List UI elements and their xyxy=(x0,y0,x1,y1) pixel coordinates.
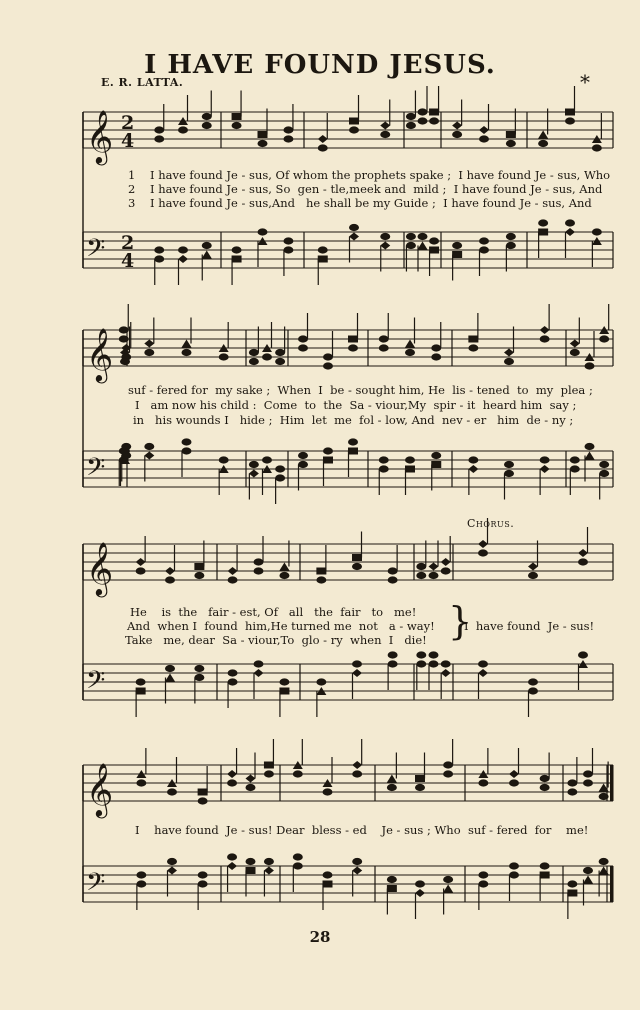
note-head xyxy=(468,336,478,343)
note-head xyxy=(202,242,212,249)
note-head xyxy=(570,456,580,463)
note-head xyxy=(246,858,256,865)
note-head xyxy=(443,770,453,777)
lyric-line: And when I found him,He turned me not a - way! xyxy=(127,619,435,633)
note-head xyxy=(298,461,308,468)
note-head xyxy=(227,779,237,786)
note-head xyxy=(406,242,416,249)
note-head xyxy=(599,461,609,468)
lyric-line: I have found Je - sus! Dear bless - ed Je - sus ; Who suf - fered for me! xyxy=(135,823,589,837)
note-head xyxy=(415,880,425,887)
note-head xyxy=(468,456,478,463)
note-head xyxy=(506,140,516,147)
note-head xyxy=(528,687,538,694)
note-head xyxy=(349,233,359,241)
note-head xyxy=(279,678,289,685)
note-head xyxy=(418,108,428,115)
note-head xyxy=(249,358,259,365)
time-signature-digit: 2 xyxy=(121,112,135,134)
note-head xyxy=(352,563,362,570)
note-head xyxy=(349,126,359,133)
note-head xyxy=(504,470,514,477)
note-head xyxy=(387,784,397,791)
note-head xyxy=(406,233,416,240)
note-head xyxy=(323,447,333,454)
final-barline xyxy=(610,765,614,801)
note-head xyxy=(416,572,426,579)
note-head xyxy=(348,448,358,455)
hymn-title: I HAVE FOUND JESUS. xyxy=(144,50,496,80)
note-head xyxy=(144,452,154,460)
note-head xyxy=(352,554,362,561)
note-head xyxy=(388,651,398,658)
note-head xyxy=(283,126,293,133)
note-head xyxy=(228,678,238,685)
page-number: 28 xyxy=(309,928,331,946)
note-head xyxy=(388,576,398,583)
note-head xyxy=(443,876,453,883)
note-head xyxy=(506,131,516,138)
note-head xyxy=(121,443,131,450)
note-head xyxy=(279,688,289,695)
note-head xyxy=(246,867,256,874)
note-head xyxy=(136,688,146,695)
note-head xyxy=(119,326,129,333)
note-head xyxy=(194,674,204,681)
note-head xyxy=(352,867,362,875)
note-head xyxy=(540,862,550,869)
note-head xyxy=(583,779,593,786)
note-head xyxy=(275,349,285,356)
bass-clef: 𝄢 xyxy=(86,234,106,269)
note-head xyxy=(144,443,154,450)
note-head xyxy=(405,456,415,463)
note-head xyxy=(136,558,146,566)
note-head xyxy=(283,237,293,244)
note-head xyxy=(479,135,489,142)
lyric-line: I have found Je - sus, Of whom the prophets spake ; I have found Je - sus, Who xyxy=(150,168,611,182)
note-head xyxy=(443,761,453,768)
note-head xyxy=(479,246,489,253)
note-head xyxy=(567,890,577,897)
note-head xyxy=(194,665,204,672)
note-head xyxy=(167,788,177,795)
note-head xyxy=(387,876,397,883)
note-head xyxy=(415,784,425,791)
note-head xyxy=(538,229,548,236)
note-head xyxy=(452,131,462,138)
note-head xyxy=(279,563,289,571)
note-head xyxy=(509,770,519,778)
note-head xyxy=(246,775,256,783)
verse-brace: } xyxy=(448,599,473,643)
note-head xyxy=(264,770,274,777)
note-head xyxy=(565,219,575,226)
note-head xyxy=(585,452,595,460)
note-head xyxy=(258,140,268,147)
note-head xyxy=(283,246,293,253)
note-head xyxy=(570,465,580,472)
note-head xyxy=(254,660,264,667)
note-head xyxy=(167,858,177,865)
note-head xyxy=(441,660,451,667)
note-head xyxy=(478,669,488,677)
lyric-line: Take me, dear Sa - viour,To glo - ry when I die! xyxy=(125,633,427,647)
note-head xyxy=(316,678,326,685)
note-head xyxy=(509,779,519,786)
note-head xyxy=(416,660,426,667)
note-head xyxy=(415,775,425,782)
note-head xyxy=(418,117,428,124)
note-head xyxy=(429,117,439,124)
bass-clef: 𝄢 xyxy=(86,453,106,488)
note-head xyxy=(202,113,212,120)
note-head xyxy=(380,242,390,250)
note-head xyxy=(254,558,264,565)
note-head xyxy=(136,567,146,574)
note-head xyxy=(232,246,242,253)
note-head xyxy=(318,135,328,143)
note-head xyxy=(431,344,441,351)
note-head xyxy=(298,335,308,342)
note-head xyxy=(585,443,595,450)
note-head xyxy=(452,242,462,249)
note-head xyxy=(478,540,488,548)
verse-number: 3 xyxy=(128,196,136,210)
note-head xyxy=(232,122,242,129)
note-head xyxy=(538,219,548,226)
note-head xyxy=(570,349,580,356)
note-head xyxy=(232,113,242,120)
note-head xyxy=(429,572,439,579)
note-head xyxy=(540,784,550,791)
note-head xyxy=(194,572,204,579)
treble-clef: 𝄞 xyxy=(86,327,114,381)
lyric-line: He is the fair - est, Of all the fair to me! xyxy=(130,605,417,619)
verse-number: 1 xyxy=(128,168,136,182)
note-head xyxy=(352,669,362,677)
note-head xyxy=(323,353,333,360)
lyric-line: I have found Je - sus,And he shall be my Guide ; I have found Je - sus, And xyxy=(150,196,592,210)
note-head xyxy=(262,456,272,463)
note-head xyxy=(416,651,426,658)
note-head xyxy=(538,131,548,139)
lyric-line: suf - fered for my sake ; When I be - sought him, He lis - tened to my plea ; xyxy=(128,383,593,397)
note-head xyxy=(540,775,550,782)
note-head xyxy=(506,242,516,249)
note-head xyxy=(228,576,238,583)
note-head xyxy=(348,336,358,343)
note-head xyxy=(380,122,390,130)
note-head xyxy=(583,770,593,777)
note-head xyxy=(567,788,577,795)
note-head xyxy=(504,349,514,357)
note-head xyxy=(178,246,188,253)
time-signature-digit: 4 xyxy=(121,130,135,152)
note-head xyxy=(316,568,326,575)
note-head xyxy=(254,669,264,677)
note-head xyxy=(264,762,274,769)
note-head xyxy=(275,465,285,472)
note-head xyxy=(379,335,389,342)
note-head xyxy=(293,853,303,860)
note-head xyxy=(431,461,441,468)
note-head xyxy=(468,344,478,351)
note-head xyxy=(528,678,538,685)
verse-number: 2 xyxy=(128,182,136,196)
note-head xyxy=(583,876,593,884)
note-head xyxy=(198,789,208,796)
asterisk-mark: * xyxy=(580,70,590,94)
note-head xyxy=(599,335,609,342)
note-head xyxy=(479,237,489,244)
note-head xyxy=(323,881,333,888)
time-signature-digit: 4 xyxy=(121,250,135,272)
note-head xyxy=(167,867,177,875)
note-head xyxy=(352,761,362,769)
note-head xyxy=(136,880,146,887)
note-head xyxy=(429,109,439,116)
chorus-lyric: I have found Je - sus! xyxy=(464,619,595,633)
note-head xyxy=(478,779,488,786)
note-head xyxy=(228,567,238,575)
note-head xyxy=(182,438,192,445)
note-head xyxy=(592,228,602,235)
note-head xyxy=(219,353,229,360)
note-head xyxy=(478,660,488,667)
note-head xyxy=(262,353,272,360)
note-head xyxy=(258,131,268,138)
note-head xyxy=(316,576,326,583)
lyric-line: I have found Je - sus, So gen - tle,meek and mild ; I have found Je - sus, And xyxy=(150,182,603,196)
note-head xyxy=(198,871,208,878)
note-head xyxy=(452,122,462,130)
note-head xyxy=(165,576,175,583)
note-head xyxy=(479,126,489,134)
treble-clef: 𝄞 xyxy=(86,541,114,595)
note-head xyxy=(165,567,175,575)
note-head xyxy=(567,880,577,887)
note-head xyxy=(249,461,259,468)
note-head xyxy=(227,770,237,778)
note-head xyxy=(182,340,192,348)
note-head xyxy=(415,889,425,897)
note-head xyxy=(478,549,488,556)
note-head xyxy=(431,353,441,360)
note-head xyxy=(429,651,439,658)
note-head xyxy=(136,871,146,878)
note-head xyxy=(578,549,588,557)
note-head xyxy=(406,122,416,129)
bass-clef: 𝄢 xyxy=(86,868,106,903)
note-head xyxy=(219,456,229,463)
note-head xyxy=(323,362,333,369)
note-head xyxy=(318,256,328,263)
lyric-line: in his wounds I hide ; Him let me fol - low, And nev - er him de - ny ; xyxy=(133,413,574,427)
note-head xyxy=(275,474,285,481)
note-head xyxy=(198,880,208,887)
note-head xyxy=(599,793,609,800)
note-head xyxy=(323,788,333,795)
note-head xyxy=(154,246,164,253)
note-head xyxy=(165,674,175,682)
note-head xyxy=(429,247,439,254)
note-head xyxy=(583,867,593,874)
note-head xyxy=(540,335,550,342)
note-head xyxy=(379,456,389,463)
note-head xyxy=(154,255,164,262)
note-head xyxy=(429,660,439,667)
note-head xyxy=(405,349,415,356)
note-head xyxy=(379,344,389,351)
note-head xyxy=(380,131,390,138)
note-head xyxy=(592,144,602,151)
note-head xyxy=(275,358,285,365)
note-head xyxy=(406,113,416,120)
note-head xyxy=(136,678,146,685)
author-credit: E. R. LATTA. xyxy=(101,76,184,89)
note-head xyxy=(283,135,293,142)
note-head xyxy=(182,349,192,356)
note-head xyxy=(121,452,131,459)
note-head xyxy=(279,572,289,579)
note-head xyxy=(540,872,550,879)
note-head xyxy=(254,567,264,574)
note-head xyxy=(154,135,164,142)
note-head xyxy=(144,340,154,348)
final-barline xyxy=(610,866,614,902)
note-head xyxy=(528,563,538,571)
note-head xyxy=(165,665,175,672)
note-head xyxy=(144,349,154,356)
note-head xyxy=(182,447,192,454)
note-head xyxy=(348,438,358,445)
note-head xyxy=(154,126,164,133)
note-head xyxy=(318,144,328,151)
note-head xyxy=(249,470,259,478)
note-head xyxy=(136,779,146,786)
note-head xyxy=(264,867,274,875)
note-head xyxy=(509,871,519,878)
note-head xyxy=(352,858,362,865)
note-head xyxy=(202,122,212,129)
note-head xyxy=(538,140,548,147)
note-head xyxy=(452,251,462,258)
note-head xyxy=(416,563,426,570)
note-head xyxy=(249,349,259,356)
note-head xyxy=(528,572,538,579)
note-head xyxy=(178,126,188,133)
note-head xyxy=(478,871,488,878)
note-head xyxy=(298,452,308,459)
note-head xyxy=(227,853,237,860)
note-head xyxy=(540,326,550,334)
note-head xyxy=(565,117,575,124)
note-head xyxy=(258,228,268,235)
note-head xyxy=(540,465,550,473)
note-head xyxy=(264,858,274,865)
note-head xyxy=(178,255,188,263)
note-head xyxy=(388,660,398,667)
note-head xyxy=(349,224,359,231)
note-head xyxy=(323,457,333,464)
note-head xyxy=(418,233,428,240)
treble-clef: 𝄞 xyxy=(86,762,114,816)
bass-clef: 𝄢 xyxy=(86,666,106,701)
note-head xyxy=(468,465,478,473)
note-head xyxy=(119,335,129,342)
note-head xyxy=(578,651,588,658)
note-head xyxy=(599,470,609,477)
note-head xyxy=(578,558,588,565)
note-head xyxy=(194,563,204,570)
note-head xyxy=(379,465,389,472)
note-head xyxy=(429,237,439,244)
note-head xyxy=(478,880,488,887)
note-head xyxy=(418,242,428,250)
note-head xyxy=(540,456,550,463)
note-head xyxy=(228,669,238,676)
note-head xyxy=(429,563,439,571)
note-head xyxy=(405,466,415,473)
note-head xyxy=(298,344,308,351)
note-head xyxy=(441,558,451,566)
time-signature-digit: 2 xyxy=(121,232,135,254)
note-head xyxy=(349,118,359,125)
note-head xyxy=(441,669,451,677)
note-head xyxy=(405,340,415,348)
note-head xyxy=(121,353,131,360)
note-head xyxy=(599,858,609,865)
note-head xyxy=(565,228,575,236)
note-head xyxy=(387,885,397,892)
lyric-line: I am now his child : Come to the Sa - viour,My spir - it heard him say ; xyxy=(135,398,577,412)
note-head xyxy=(352,770,362,777)
note-head xyxy=(380,233,390,240)
note-head xyxy=(348,344,358,351)
note-head xyxy=(323,871,333,878)
note-head xyxy=(318,246,328,253)
note-head xyxy=(506,233,516,240)
note-head xyxy=(504,461,514,468)
note-head xyxy=(293,770,303,777)
note-head xyxy=(388,567,398,574)
note-head xyxy=(570,340,580,348)
note-head xyxy=(246,784,256,791)
treble-clef: 𝄞 xyxy=(86,109,114,163)
note-head xyxy=(202,251,212,259)
chorus-label: Chorus. xyxy=(467,517,515,530)
note-head xyxy=(504,358,514,365)
note-head xyxy=(509,862,519,869)
note-head xyxy=(227,862,237,870)
note-head xyxy=(567,779,577,786)
note-head xyxy=(565,109,575,116)
note-head xyxy=(293,862,303,869)
note-head xyxy=(232,256,242,263)
note-head xyxy=(441,567,451,574)
note-head xyxy=(585,362,595,369)
note-head xyxy=(387,775,397,783)
note-head xyxy=(198,797,208,804)
note-head xyxy=(431,452,441,459)
note-head xyxy=(352,660,362,667)
note-head xyxy=(443,885,453,893)
